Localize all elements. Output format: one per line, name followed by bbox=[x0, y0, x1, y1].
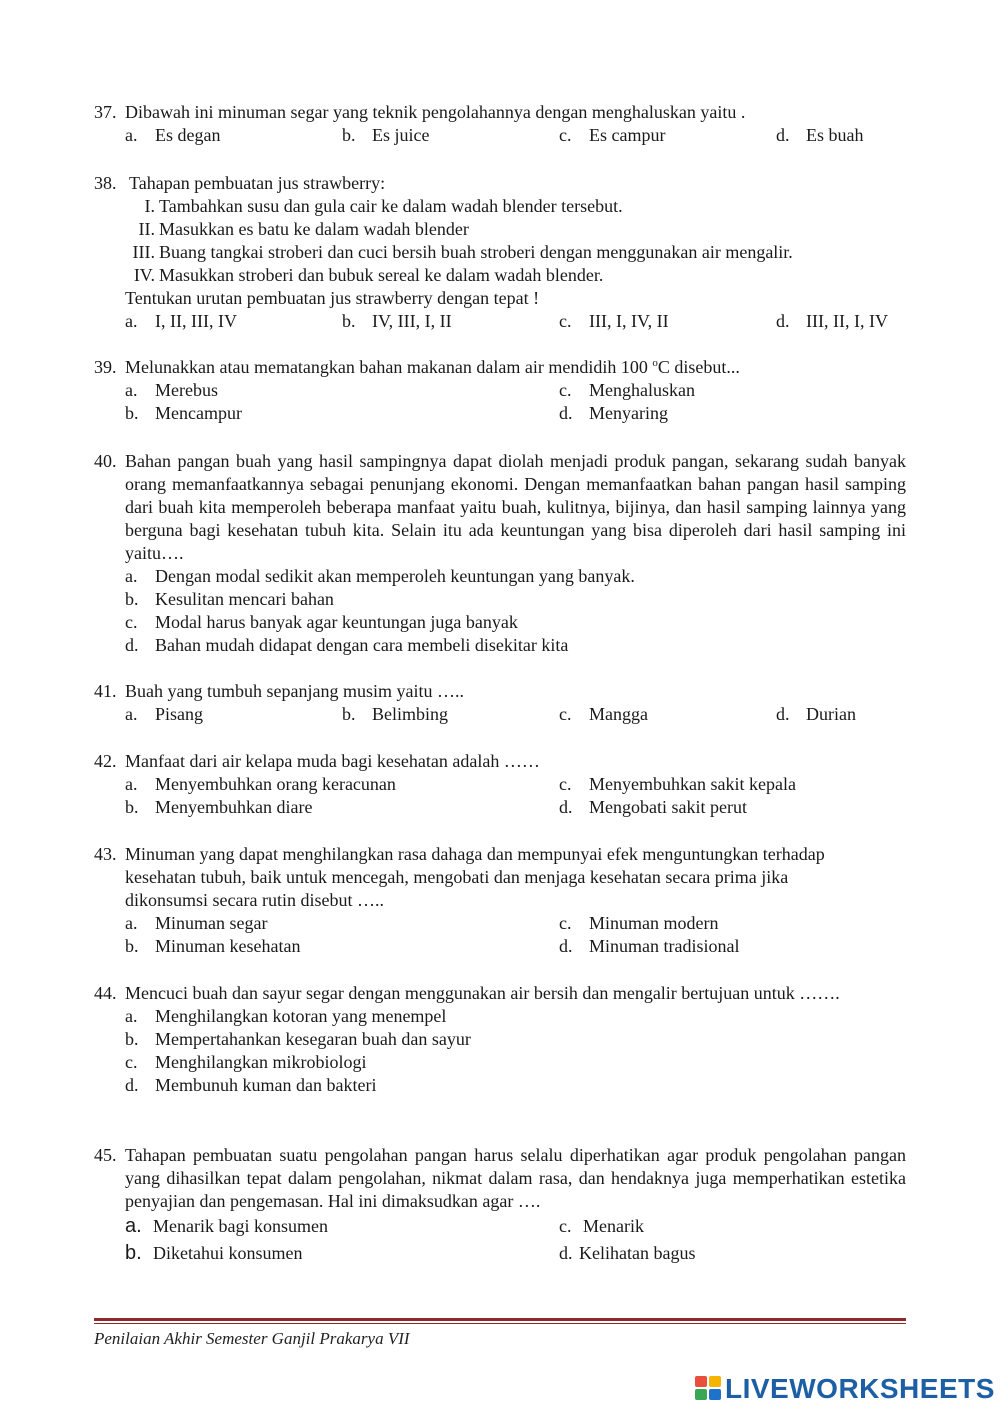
option-d[interactable]: d. Durian bbox=[776, 704, 856, 724]
option-c[interactable]: c. Menghilangkan mikrobiologi bbox=[125, 1052, 367, 1072]
option-a[interactable]: a. Menarik bagi konsumen bbox=[125, 1215, 328, 1237]
question-39 bbox=[94, 356, 906, 425]
question-42 bbox=[94, 750, 906, 819]
liveworksheets-wordmark: LIVEWORKSHEETS bbox=[725, 1372, 995, 1404]
question-text: Dibawah ini minuman segar yang teknik pengolahannya dengan menghaluskan yaitu . bbox=[125, 102, 746, 122]
option-b[interactable]: b. Kesulitan mencari bahan bbox=[125, 589, 334, 609]
liveworksheets-logo-icon bbox=[695, 1376, 721, 1400]
option-d[interactable]: d. Bahan mudah didapat dengan cara membeli disekitar kita bbox=[125, 635, 569, 655]
option-b[interactable]: b. Menyembuhkan diare bbox=[125, 797, 313, 817]
step-item: IV. Masukkan stroberi dan bubuk sereal ke dalam wadah blender. bbox=[133, 265, 604, 285]
footer-divider-thin bbox=[94, 1323, 906, 1324]
option-a[interactable]: a. Minuman segar bbox=[125, 913, 268, 933]
option-d[interactable]: d. Menyaring bbox=[559, 403, 668, 423]
option-b[interactable]: b. Belimbing bbox=[342, 704, 448, 724]
option-c[interactable]: c. Modal harus banyak agar keuntungan juga banyak bbox=[125, 612, 518, 632]
option-c[interactable]: c. Menghaluskan bbox=[559, 380, 695, 400]
option-a[interactable]: a. Menyembuhkan orang keracunan bbox=[125, 774, 396, 794]
logo-square-yellow bbox=[709, 1376, 721, 1387]
question-number: 39. bbox=[94, 357, 117, 377]
option-d[interactable]: d. Membunuh kuman dan bakteri bbox=[125, 1075, 377, 1095]
logo-square-red bbox=[695, 1376, 707, 1387]
option-c[interactable]: c. Menarik bbox=[559, 1216, 644, 1236]
question-text: Tahapan pembuatan suatu pengolahan pangan harus selalu diperhatikan agar produk pengolahan pangan yang dihasilkan tepat dalam pengolahan, nikmat dalam rasa, dan hendaknya juga memperhatikan estetika penyajian dan pengemasan. Hal ini dimaksudkan agar …. bbox=[125, 1145, 906, 1211]
question-number: 38. bbox=[94, 173, 117, 193]
option-b[interactable]: b. Es juice bbox=[342, 125, 430, 145]
question-text: Minuman yang dapat menghilangkan rasa dahaga dan mempunyai efek menguntungkan terhadap kesehatan tubuh, baik untuk mencegah, mengobati dan menjaga kesehatan secara prima jika dikonsumsi secara rutin disebut ….. bbox=[125, 844, 825, 910]
question-text: Buah yang tumbuh sepanjang musim yaitu ….. bbox=[125, 681, 464, 701]
option-a[interactable]: a. Menghilangkan kotoran yang menempel bbox=[125, 1006, 447, 1026]
option-c[interactable]: c. Minuman modern bbox=[559, 913, 719, 933]
option-d[interactable]: d. Minuman tradisional bbox=[559, 936, 740, 956]
option-c[interactable]: c. Es campur bbox=[559, 125, 666, 145]
option-c[interactable]: c. Menyembuhkan sakit kepala bbox=[559, 774, 796, 794]
question-37 bbox=[94, 101, 906, 147]
footer-text: Penilaian Akhir Semester Ganjil Prakarya VII bbox=[94, 1329, 410, 1348]
option-d[interactable]: d. III, II, I, IV bbox=[776, 311, 888, 331]
option-b[interactable]: b. Minuman kesehatan bbox=[125, 936, 301, 956]
option-a[interactable]: a. Dengan modal sedikit akan memperoleh keuntungan yang banyak. bbox=[125, 566, 635, 586]
question-number: 40. bbox=[94, 451, 117, 471]
question-number: 43. bbox=[94, 844, 117, 864]
question-45 bbox=[94, 1144, 906, 1267]
question-number: 44. bbox=[94, 983, 117, 1003]
question-text: Melunakkan atau mematangkan bahan makanan dalam air mendidih 100 $^o$C disebut... bbox=[125, 357, 740, 377]
question-number: 37. bbox=[94, 102, 117, 122]
liveworksheets-watermark bbox=[695, 1372, 995, 1404]
question-41 bbox=[94, 680, 906, 726]
question-40 bbox=[94, 450, 906, 657]
option-b[interactable]: b. Mempertahankan kesegaran buah dan sayur bbox=[125, 1029, 471, 1049]
question-number: 42. bbox=[94, 751, 117, 771]
option-d[interactable]: d. Kelihatan bagus bbox=[559, 1243, 696, 1263]
footer-divider bbox=[94, 1318, 906, 1321]
option-a[interactable]: a. Pisang bbox=[125, 704, 204, 724]
logo-square-green bbox=[695, 1389, 707, 1400]
option-b[interactable]: b. Diketahui konsumen bbox=[125, 1242, 303, 1264]
step-item: II. Masukkan es batu ke dalam wadah blender bbox=[138, 219, 469, 239]
question-43 bbox=[94, 843, 906, 958]
option-a[interactable]: a. I, II, III, IV bbox=[125, 311, 237, 331]
option-c[interactable]: c. Mangga bbox=[559, 704, 648, 724]
option-a[interactable]: a. Es degan bbox=[125, 125, 221, 145]
question-text: Bahan pangan buah yang hasil sampingnya dapat diolah menjadi produk pangan, sekarang sudah banyak orang memanfaatkannya sebagai penunjang ekonomi. Dengan memanfaatkan bahan pangan hasil samping dari buah kita memperoleh beberapa manfaat yaitu buah, kulitnya, bijinya, dan hasil samping lainnya yang berguna bagi kesehatan tubuh kita. Selain itu ada keuntungan yang bisa diperoleh dari hasil samping ini yaitu…. bbox=[125, 451, 906, 563]
question-number: 45. bbox=[94, 1145, 117, 1165]
option-c[interactable]: c. III, I, IV, II bbox=[559, 311, 669, 331]
logo-square-blue bbox=[709, 1389, 721, 1400]
question-text: Tahapan pembuatan jus strawberry: bbox=[129, 173, 386, 193]
question-text: Mencuci buah dan sayur segar dengan menggunakan air bersih dan mengalir bertujuan untuk ……. bbox=[125, 983, 840, 1003]
instruction-text: Tentukan urutan pembuatan jus strawberry dengan tepat ! bbox=[125, 288, 540, 308]
question-number: 41. bbox=[94, 681, 117, 701]
option-b[interactable]: b. Mencampur bbox=[125, 403, 242, 423]
question-38 bbox=[94, 172, 906, 333]
option-d[interactable]: d. Mengobati sakit perut bbox=[559, 797, 747, 817]
step-item: I. Tambahkan susu dan gula cair ke dalam wadah blender tersebut. bbox=[144, 196, 623, 216]
question-44 bbox=[94, 982, 906, 1097]
option-d[interactable]: d. Es buah bbox=[776, 125, 864, 145]
steps-list bbox=[94, 195, 906, 310]
step-item: III. Buang tangkai stroberi dan cuci bersih buah stroberi dengan menggunakan air mengalir. bbox=[132, 242, 793, 262]
option-a[interactable]: a. Merebus bbox=[125, 380, 218, 400]
option-b[interactable]: b. IV, III, I, II bbox=[342, 311, 452, 331]
question-text: Manfaat dari air kelapa muda bagi kesehatan adalah …… bbox=[125, 751, 540, 771]
